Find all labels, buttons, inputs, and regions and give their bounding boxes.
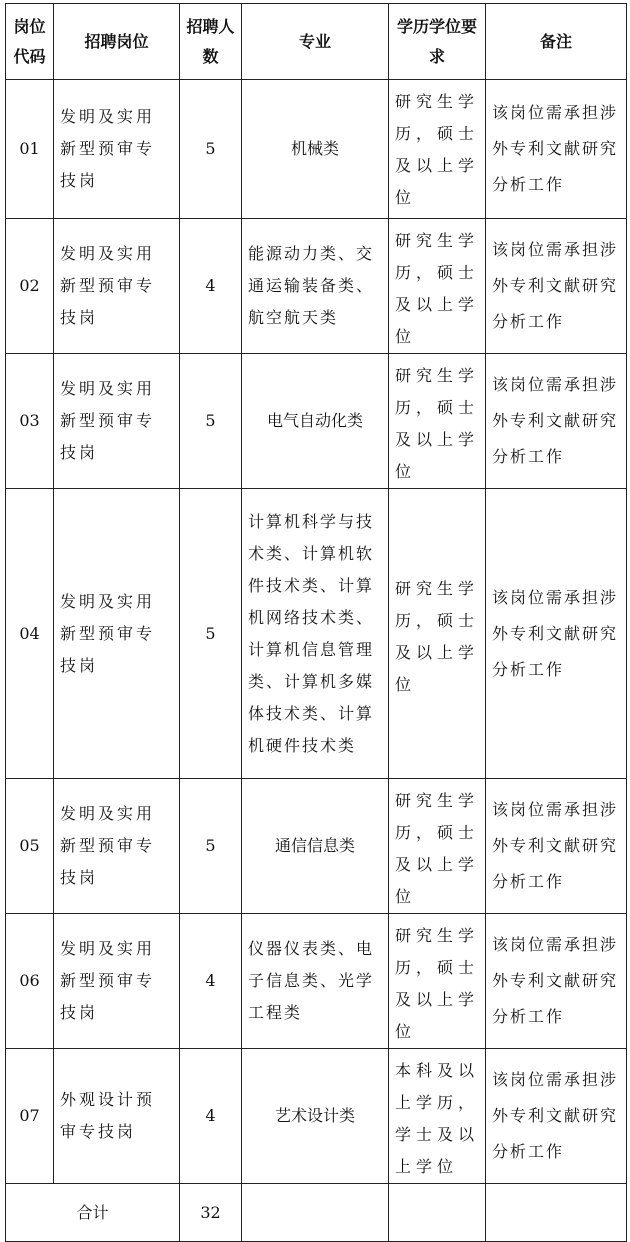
cell-count: 5 [180, 779, 242, 914]
header-degree: 学历学位要求 [389, 4, 486, 80]
table-row [6, 914, 627, 1049]
cell-post: 发明及实用新型预审专技岗 [54, 219, 180, 354]
cell-code: 05 [6, 779, 54, 914]
cell-note: 该岗位需承担涉外专利文献研究分析工作 [486, 914, 627, 1049]
total-empty-degree [389, 1184, 486, 1242]
total-label: 合计 [6, 1184, 180, 1242]
table-row [6, 80, 627, 219]
total-empty-major [242, 1184, 389, 1242]
table-row [6, 779, 627, 914]
cell-count: 4 [180, 219, 242, 354]
header-count: 招聘人数 [180, 4, 242, 80]
cell-degree: 研究生学历，硕士及以上学位 [389, 489, 486, 779]
cell-major: 电气自动化类 [242, 354, 389, 489]
cell-code: 03 [6, 354, 54, 489]
cell-major: 计算机科学与技术类、计算机软件技术类、计算机网络技术类、计算机信息管理类、计算机多媒体技术类、计算机硬件技术类 [242, 489, 389, 779]
cell-post: 发明及实用新型预审专技岗 [54, 80, 180, 219]
cell-degree: 本科及以上学历，学士及以上学位 [389, 1049, 486, 1184]
cell-major: 艺术设计类 [242, 1049, 389, 1184]
table-row [6, 1049, 627, 1184]
header-note: 备注 [486, 4, 627, 80]
cell-note: 该岗位需承担涉外专利文献研究分析工作 [486, 219, 627, 354]
header-major: 专业 [242, 4, 389, 80]
cell-count: 4 [180, 914, 242, 1049]
table-row [6, 219, 627, 354]
total-count: 32 [180, 1184, 242, 1242]
header-post: 招聘岗位 [54, 4, 180, 80]
cell-note: 该岗位需承担涉外专利文献研究分析工作 [486, 354, 627, 489]
cell-post: 发明及实用新型预审专技岗 [54, 354, 180, 489]
cell-code: 06 [6, 914, 54, 1049]
cell-post: 发明及实用新型预审专技岗 [54, 914, 180, 1049]
cell-note: 该岗位需承担涉外专利文献研究分析工作 [486, 80, 627, 219]
cell-post: 发明及实用新型预审专技岗 [54, 779, 180, 914]
cell-post: 发明及实用新型预审专技岗 [54, 489, 180, 779]
cell-note: 该岗位需承担涉外专利文献研究分析工作 [486, 489, 627, 779]
cell-count: 5 [180, 354, 242, 489]
recruitment-table [5, 3, 627, 1242]
cell-degree: 研究生学历，硕士及以上学位 [389, 80, 486, 219]
table-row [6, 489, 627, 779]
cell-major: 仪器仪表类、电子信息类、光学工程类 [242, 914, 389, 1049]
cell-note: 该岗位需承担涉外专利文献研究分析工作 [486, 779, 627, 914]
cell-major: 机械类 [242, 80, 389, 219]
table-row [6, 354, 627, 489]
cell-code: 01 [6, 80, 54, 219]
cell-degree: 研究生学历，硕士及以上学位 [389, 354, 486, 489]
cell-code: 04 [6, 489, 54, 779]
cell-degree: 研究生学历，硕士及以上学位 [389, 914, 486, 1049]
cell-post: 外观设计预审专技岗 [54, 1049, 180, 1184]
header-code: 岗位代码 [6, 4, 54, 80]
cell-note: 该岗位需承担涉外专利文献研究分析工作 [486, 1049, 627, 1184]
total-row [6, 1184, 627, 1242]
cell-count: 4 [180, 1049, 242, 1184]
total-empty-note [486, 1184, 627, 1242]
cell-major: 能源动力类、交通运输装备类、航空航天类 [242, 219, 389, 354]
cell-code: 07 [6, 1049, 54, 1184]
cell-degree: 研究生学历，硕士及以上学位 [389, 779, 486, 914]
cell-major: 通信信息类 [242, 779, 389, 914]
cell-code: 02 [6, 219, 54, 354]
cell-count: 5 [180, 489, 242, 779]
header-row [6, 4, 627, 80]
cell-degree: 研究生学历，硕士及以上学位 [389, 219, 486, 354]
cell-count: 5 [180, 80, 242, 219]
